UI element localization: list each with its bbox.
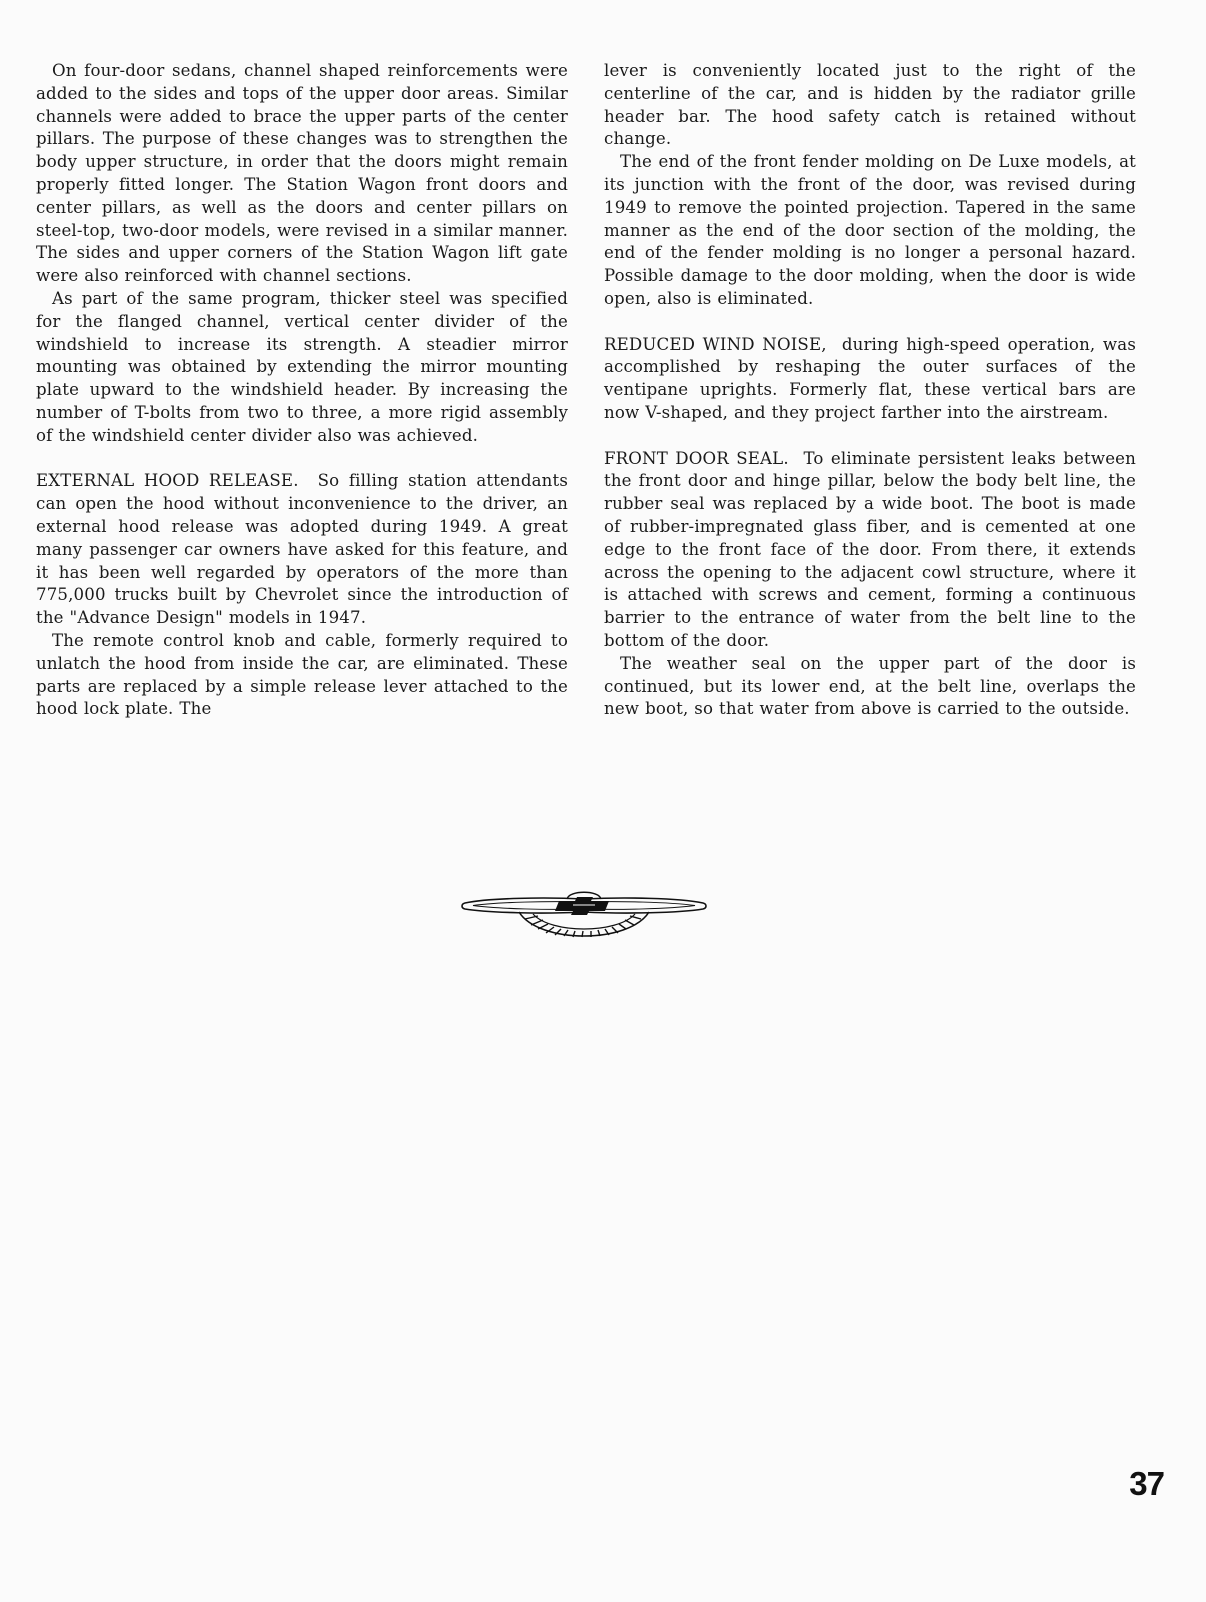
paragraph <box>36 470 568 630</box>
page-number: 37 <box>1129 1465 1164 1502</box>
section-heading: EXTERNAL HOOD RELEASE. <box>36 471 299 491</box>
paragraph: The end of the front fender molding on De Luxe models, at its junction with the front of the door, was revised during 1949 to remove the pointed projection. Tapered in the same manner as the end of the door section of the molding, the end of the fender molding is no longer a personal hazard. Possible damage to the door molding, when the door is wide open, also is eliminated. <box>604 152 1136 308</box>
section-heading: FRONT DOOR SEAL. <box>604 448 789 468</box>
paragraph-text: To eliminate persistent leaks between the front door and hinge pillar, below the body belt line, the rubber seal was replaced by a wide boot. The boot is made of rubber-impregnated glass fiber, and is cemented at one edge to the front face of the door. From there, it extends across the opening to the adjacent cowl structure, where it is attached with screws and cement, forming a continuous barrier to the entrance of water from the belt line to the bottom of the door. <box>604 448 1136 650</box>
paragraph <box>604 334 1136 425</box>
paragraph: On four-door sedans, channel shaped reinforcements were added to the sides and tops of the upper door areas. Similar channels were added to brace the upper parts of the center pillars. The purpose of these changes was to strengthen the body upper structure, in order that the doors might remain properly fitted longer. The Station Wagon front doors and center pillars, as well as the doors and center pillars on steel-top, two-door models, were revised in a similar manner. The sides and upper corners of the Station Wagon lift gate were also reinforced with channel sections. <box>36 61 568 286</box>
left-column <box>36 60 568 721</box>
chevrolet-bowtie-emblem-icon <box>459 882 709 956</box>
paragraph-text: during high-speed operation, was accomplished by reshaping the outer surfaces of the ventipane uprights. Formerly flat, these vertical bars are now V-shaped, and they project farther into the airstream. <box>604 334 1136 422</box>
paragraph: The remote control knob and cable, formerly required to unlatch the hood from inside the car, are eliminated. These parts are replaced by a simple release lever attached to the hood lock plate. The <box>36 630 568 719</box>
paragraph: As part of the same program, thicker steel was specified for the flanged channel, vertical center divider of the windshield to increase its strength. A steadier mirror mounting was obtained by extending the mirror mounting plate upward to the windshield header. By increasing the number of T-bolts from two to three, a more rigid assembly of the windshield center divider also was achieved. <box>36 288 568 445</box>
section-heading: REDUCED WIND NOISE, <box>604 334 827 354</box>
paragraph-text: So filling station attendants can open the hood without inconvenience to the driver, an external hood release was adopted during 1949. A great many passenger car owners have asked for this feature, and it has been well regarded by operators of the more than 775,000 trucks built by Chevrolet since the introduction of the "Advance Design" models in 1947. <box>36 471 568 628</box>
paragraph <box>604 448 1136 653</box>
right-column <box>604 60 1136 721</box>
paragraph: lever is conveniently located just to the right of the centerline of the car, and is hidden by the radiator grille header bar. The hood safety catch is retained without change. <box>604 61 1136 149</box>
paragraph: The weather seal on the upper part of the door is continued, but its lower end, at the belt line, overlaps the new boot, so that water from above is carried to the outside. <box>604 653 1136 719</box>
